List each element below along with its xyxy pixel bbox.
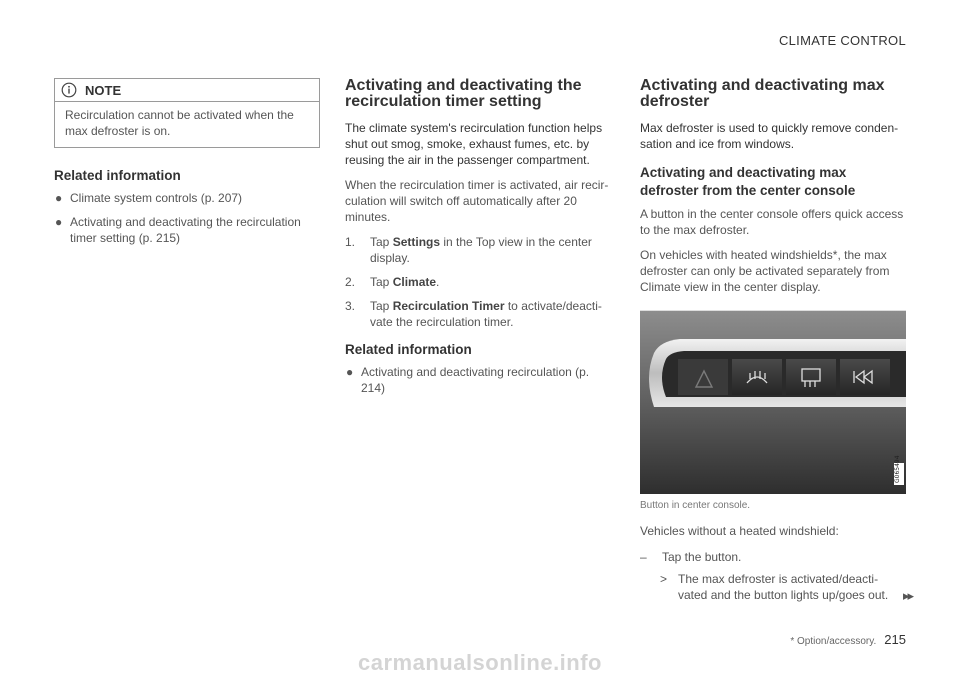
step-text: Tap — [370, 235, 393, 249]
page-footer — [790, 632, 906, 647]
center-console-para-1: A button in the center console offers quick access to the max defroster. — [640, 207, 904, 237]
note-title: NOTE — [85, 82, 122, 98]
step-number: 2. — [345, 275, 356, 289]
step-text: Tap — [370, 299, 393, 313]
continue-arrows-icon: ▸▸ — [902, 588, 912, 603]
step-number: 1. — [345, 235, 356, 249]
center-console-photo — [640, 310, 906, 494]
related-heading-middle: Related information — [345, 342, 472, 357]
section-title: CLIMATE CONTROL — [778, 33, 906, 48]
related-item[interactable] — [345, 364, 611, 396]
step-text: Tap — [370, 275, 393, 289]
related-item-text: Activating and deactivating recirculation (p. 214) — [361, 365, 590, 395]
step-text: in the Top view in the center display. — [370, 235, 592, 265]
watermark: carmanualsonline.info — [358, 650, 602, 675]
step-number: 3. — [345, 299, 356, 313]
step-ui-label: Settings — [392, 235, 441, 249]
note-box — [54, 78, 320, 148]
step-ui-label: Climate — [392, 275, 437, 289]
photo-caption: Button in center console. — [640, 500, 751, 511]
step-item — [345, 274, 611, 290]
note-header — [55, 79, 319, 102]
center-console-para-3: Vehicles without a heated windshield: — [640, 524, 839, 538]
step-item — [345, 234, 611, 266]
result-marker: > — [660, 572, 668, 586]
result-text: The max defroster is activated/deacti-vated and the button lights up/goes out. — [678, 572, 889, 602]
step-text: to activate/deacti-vate the recirculation timer. — [370, 299, 602, 329]
recirc-timer-heading: Activating and deactivating the recirculation timer setting — [345, 77, 582, 110]
related-list-middle — [345, 364, 611, 396]
step-ui-label: Recirculation Timer — [392, 299, 505, 313]
max-defroster-heading: Activating and deactivating max defroster — [640, 77, 885, 110]
max-defroster-lead: Max defroster is used to quickly remove conden-sation and ice from windows. — [640, 121, 899, 151]
step-item — [345, 298, 611, 330]
related-heading-left: Related information — [54, 168, 181, 183]
recirc-body: When the recirculation timer is activated, air recir-culation will switch off automatically after 20 minutes. — [345, 178, 609, 224]
page-number: 215 — [884, 632, 906, 647]
column-middle — [345, 78, 611, 404]
related-list-left — [54, 190, 320, 246]
dash-marker: – — [640, 550, 647, 564]
column-right — [640, 78, 906, 603]
note-text: Recirculation cannot be activated when the max defroster is on. — [65, 108, 294, 138]
center-console-para-2: On vehicles with heated windshields*, the max defroster can only be activated separately from Climate view in the center display. — [640, 248, 890, 294]
steps-list — [345, 234, 611, 330]
bullet-icon: ● — [55, 191, 63, 205]
image-code: G065494 — [894, 455, 901, 483]
column-left — [54, 78, 320, 254]
info-icon — [61, 82, 77, 98]
bullet-icon: ● — [55, 215, 63, 229]
bullet-icon: ● — [346, 365, 354, 379]
related-item-text: Climate system controls (p. 207) — [70, 191, 243, 205]
step-text: . — [436, 275, 440, 289]
center-console-illustration — [640, 311, 906, 494]
footnote: * Option/accessory. — [790, 636, 877, 647]
related-item[interactable] — [54, 214, 320, 246]
instruction-item — [640, 549, 906, 565]
instruction-text: Tap the button. — [662, 550, 742, 564]
center-console-subheading: Activating and deactivating max defroster from the center console — [640, 165, 856, 198]
related-item[interactable] — [54, 190, 320, 206]
related-item-text: Activating and deactivating the recirculation timer setting (p. 215) — [70, 215, 301, 245]
result-item — [640, 571, 906, 603]
recirc-lead: The climate system's recirculation function helps shut out smog, smoke, exhaust fumes, etc. by reusing the air in the passenger compartment. — [345, 121, 603, 167]
